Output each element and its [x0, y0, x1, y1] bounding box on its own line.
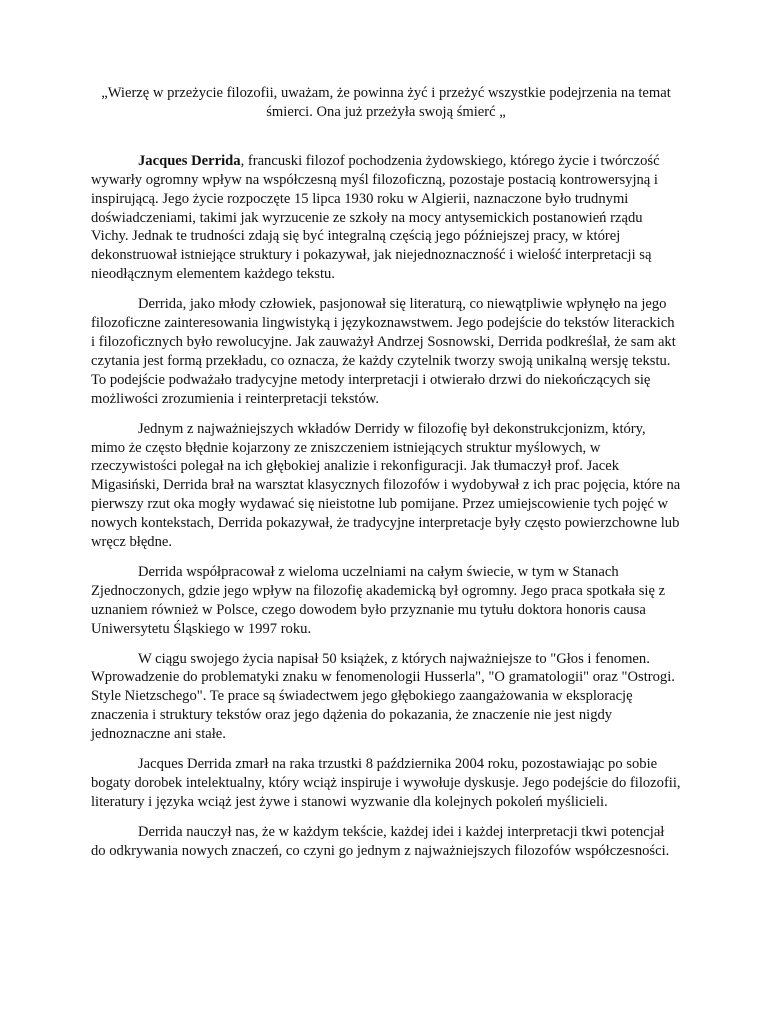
paragraph-5: W ciągu swojego życia napisał 50 książek, z których najważniejsze to "Głos i fenomen. Wprowadzenie do problematyki znaku w fenomenologii Husserla", "O gramatologii" oraz "Ostrogi. Style Nietzschego". Te prace są świadectwem jego głębokiego zaangażowania w eksplorację znaczenia i struktury tekstów oraz jego dążenia do pokazania, że znaczenie nie jest nigdy jednoznaczne ani stałe. [91, 650, 675, 743]
paragraph-3: Jednym z najważniejszych wkładów Derridy w filozofię był dekonstrukcjonizm, który, mimo że często błędnie kojarzony ze zniszczeniem istniejących struktur myślowych, w rzeczywistości polegał na ich głębokiej analizie i rekonfiguracji. Jak tłumaczył prof. Jacek Migasiński, Derrida brał na warsztat klasycznych filozofów i wydobywał z ich prac pojęcia, które na pierwszy rzut oka mogły wydawać się nieistotne lub pomijane. Przez umiejscowienie tych pojęć w nowych kontekstach, Derrida pokazywał, że tradycyjne interpretacje były często powierzchowne lub wręcz błędne. [91, 420, 681, 551]
paragraph-1 [91, 152, 681, 284]
opening-quote: „Wierzę w przeżycie filozofii, uważam, że powinna żyć i przeżyć wszystkie podejrzenia na temat śmierci. Ona już przeżyła swoją śmierć „ [101, 85, 671, 120]
paragraph-4: Derrida współpracował z wieloma uczelniami na całym świecie, w tym w Stanach Zjednoczonych, gdzie jego wpływ na filozofię akademicką był ogromny. Jego praca spotkała się z uznaniem również w Polsce, czego dowodem było przyznanie mu tytułu doktora honoris causa Uniwersytetu Śląskiego w 1997 roku. [91, 563, 666, 637]
paragraph-2: Derrida, jako młody człowiek, pasjonował się literaturą, co niewątpliwie wpłynęło na jego filozoficzne zainteresowania lingwistyką i językoznawstwem. Jego podejście do tekstów literackich i filozoficznych było rewolucyjne. Jak zauważył Andrzej Sosnowski, Derrida podkreślał, że sam akt czytania jest formą przekładu, co oznacza, że każdy czytelnik tworzy swoją unikalną wersję tekstu. To podejście podważało tradycyjne metody interpretacji i otwierało drzwi do niekończących się możliwości zrozumienia i reinterpretacji tekstów. [91, 296, 676, 407]
paragraph-1-text: , francuski filozof pochodzenia żydowskiego, którego życie i twórczość wywarły ogromny wpływ na współczesną myśl filozoficzną, pozostaje postacią kontrowersyjną i inspirującą. Jego życie rozpoczęte 15 lipca 1930 roku w Algierii, naznaczone było trudnymi doświadczeniami, takimi jak wyrzucenie ze szkoły na mocy antysemickich postanowień rządu Vichy. Jednak te trudności zdają się być integralną częścią jego późniejszej pracy, w której dekonstruował istniejące struktury i pokazywał, jak niejednoznaczność i wielość interpretacji są nieodłącznym elementem każdego tekstu. [91, 152, 660, 283]
document-page [91, 84, 681, 872]
lead-name: Jacques Derrida [138, 152, 241, 169]
paragraph-7: Derrida nauczył nas, że w każdym tekście, każdej idei i każdej interpretacji tkwi potencjał do odkrywania nowych znaczeń, co czyni go jednym z najważniejszych filozofów współczesności. [91, 823, 670, 859]
paragraph-6: Jacques Derrida zmarł na raka trzustki 8 października 2004 roku, pozostawiając po sobie bogaty dorobek intelektualny, który wciąż inspiruje i wywołuje dyskusje. Jego podejście do filozofii, literatury i języka wciąż jest żywe i stanowi wyzwanie dla kolejnych pokoleń myślicieli. [91, 756, 681, 810]
